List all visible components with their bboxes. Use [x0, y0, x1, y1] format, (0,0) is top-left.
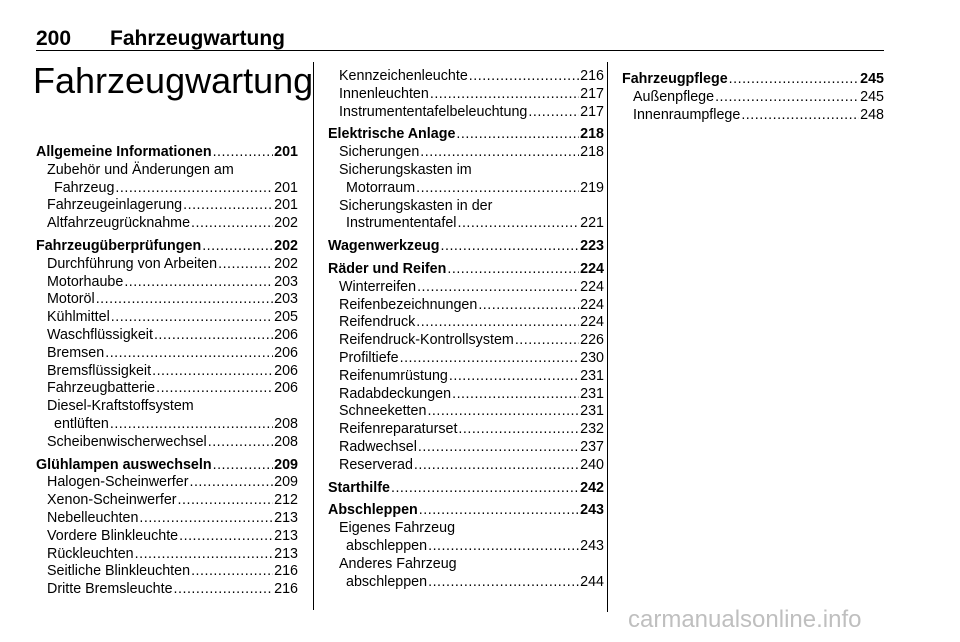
- toc-page-number: 231: [580, 367, 604, 384]
- dot-leader: [111, 309, 273, 327]
- toc-entry-title: Instrumententafelbeleuchtung: [339, 103, 528, 120]
- toc-section: [622, 71, 884, 124]
- toc-entry-title: Seitliche Blinkleuchten: [47, 563, 191, 580]
- toc-page-number: 232: [580, 421, 604, 438]
- toc-section-heading[interactable]: [36, 144, 298, 162]
- toc-entry-title: Reifenumrüstung: [339, 367, 448, 384]
- toc-page-number: 244: [580, 573, 604, 590]
- toc-entry[interactable]: [328, 86, 604, 104]
- toc-page-number: 217: [580, 103, 604, 120]
- toc-page-number: 213: [274, 509, 298, 526]
- toc-entry-title: Vordere Blinkleuchte: [47, 527, 179, 544]
- toc-entry-title: Durchführung von Arbeiten: [47, 255, 218, 272]
- toc-entry[interactable]: [622, 107, 884, 125]
- toc-entry-title: Fahrzeug: [54, 179, 115, 196]
- toc-page-number: 245: [860, 88, 884, 105]
- dot-leader: [428, 538, 579, 556]
- dot-leader: [110, 416, 273, 434]
- toc-section-heading[interactable]: [36, 238, 298, 256]
- toc-entry[interactable]: [328, 457, 604, 475]
- toc-entry-title: Profiltiefe: [339, 349, 399, 366]
- chapter-title: Fahrzeugwartung: [33, 60, 314, 101]
- dot-leader: [391, 480, 579, 498]
- toc-entry[interactable]: [328, 314, 604, 332]
- toc-page-number: 245: [860, 71, 884, 87]
- toc-entry[interactable]: [36, 363, 298, 381]
- dot-leader: [416, 314, 579, 332]
- toc-page-number: 224: [580, 278, 604, 295]
- toc-page-number: 240: [580, 456, 604, 473]
- toc-entry[interactable]: [36, 327, 298, 345]
- toc-page-number: 226: [580, 332, 604, 349]
- toc-section: [328, 480, 604, 498]
- toc-entry-title: Winterreifen: [339, 278, 417, 295]
- toc-entry-title: Rückleuchten: [47, 545, 134, 562]
- toc-entry[interactable]: [36, 492, 298, 510]
- dot-leader: [414, 457, 579, 475]
- toc-page-number: 248: [860, 106, 884, 123]
- toc-entry-title: Schneeketten: [339, 403, 427, 420]
- toc-entry-title: Altfahrzeugrücknahme: [47, 215, 191, 232]
- dot-leader: [449, 368, 579, 386]
- toc-entry-title: Radwechsel: [339, 438, 417, 455]
- toc-entry-title: entlüften: [54, 415, 109, 432]
- dot-leader: [458, 421, 579, 439]
- dot-leader: [183, 197, 273, 215]
- toc-page-number: 203: [274, 273, 298, 290]
- toc-entry[interactable]: [328, 386, 604, 404]
- toc-entry-title: Scheibenwischerwechsel: [47, 433, 207, 450]
- toc-entry[interactable]: [622, 89, 884, 107]
- dot-leader: [152, 363, 273, 381]
- toc-page-number: 231: [580, 385, 604, 402]
- toc-section-heading[interactable]: [36, 457, 298, 475]
- toc-page-number: 237: [580, 438, 604, 455]
- dot-leader: [715, 89, 859, 107]
- header-rule: [36, 50, 884, 51]
- toc-page-number: 202: [274, 215, 298, 232]
- toc-entry[interactable]: [36, 274, 298, 292]
- toc-page-number: 221: [580, 215, 604, 232]
- dot-leader: [154, 327, 273, 345]
- toc-entry-title: Reserverad: [339, 456, 413, 473]
- toc-entry-title: Radabdeckungen: [339, 385, 452, 402]
- toc-entry-title-line: Eigenes Fahrzeug: [339, 520, 456, 537]
- toc-entry-title-line: Diesel-Kraftstoffsystem: [47, 398, 194, 415]
- dot-leader: [202, 238, 273, 256]
- toc-entry[interactable]: [36, 380, 298, 398]
- toc-page-number: 230: [580, 349, 604, 366]
- toc-entry-title: Reifendruck: [339, 314, 416, 331]
- dot-leader: [419, 502, 579, 520]
- toc-entry-title: Glühlampen auswechseln: [36, 456, 212, 473]
- toc-page-number: 202: [274, 255, 298, 272]
- toc-entry-title: Bremsflüssigkeit: [47, 362, 152, 379]
- dot-leader: [139, 510, 273, 528]
- dot-leader: [189, 474, 273, 492]
- toc-entry-title: Allgemeine Informationen: [36, 144, 212, 160]
- dot-leader: [400, 350, 580, 368]
- dot-leader: [447, 261, 579, 279]
- dot-leader: [178, 492, 274, 510]
- toc-section-heading[interactable]: [622, 71, 884, 89]
- page-number: 200: [36, 27, 72, 50]
- toc-column-1: [36, 144, 298, 599]
- dot-leader: [418, 439, 579, 457]
- toc-page-number: 206: [274, 362, 298, 379]
- toc-entry-title: Starthilfe: [328, 479, 390, 496]
- dot-leader: [416, 180, 579, 198]
- dot-leader: [729, 71, 859, 89]
- toc-entry[interactable]: [328, 368, 604, 386]
- dot-leader: [430, 86, 579, 104]
- toc-page-number: 217: [580, 85, 604, 102]
- toc-page-number: 243: [580, 502, 604, 519]
- toc-entry[interactable]: [328, 574, 604, 592]
- toc-section: [328, 68, 604, 121]
- dot-leader: [456, 126, 579, 144]
- column-divider: [313, 62, 314, 610]
- toc-entry-title: Abschleppen: [328, 502, 418, 519]
- toc-entry-title: Dritte Bremsleuchte: [47, 581, 173, 598]
- toc-entry[interactable]: [328, 180, 604, 198]
- toc-page-number: 224: [580, 260, 604, 277]
- toc-section: [328, 502, 604, 591]
- toc-entry[interactable]: [36, 309, 298, 327]
- toc-page-number: 201: [274, 179, 298, 196]
- toc-entry-title: Räder und Reifen: [328, 260, 447, 277]
- toc-page-number: 209: [274, 456, 298, 473]
- dot-leader: [218, 256, 273, 274]
- toc-section: [36, 144, 298, 233]
- toc-entry-title: Reifendruck-Kontrollsystem: [339, 332, 514, 349]
- toc-entry-title: Wagenwerkzeug: [328, 238, 440, 255]
- dot-leader: [441, 238, 580, 256]
- toc-page-number: 216: [274, 581, 298, 598]
- toc-entry-title: abschleppen: [346, 573, 428, 590]
- toc-entry-title: Außenpflege: [633, 88, 715, 105]
- toc-entry-title: Fahrzeugüberprüfungen: [36, 237, 202, 254]
- toc-entry-title: Innenleuchten: [339, 85, 429, 102]
- toc-entry[interactable]: [36, 197, 298, 215]
- toc-entry-title: Sicherungen: [339, 144, 420, 161]
- toc-entry[interactable]: [328, 538, 604, 556]
- toc-entry-title: Bremsen: [47, 344, 105, 361]
- toc-entry[interactable]: [36, 528, 298, 546]
- toc-page-number: 231: [580, 403, 604, 420]
- toc-entry[interactable]: [328, 403, 604, 421]
- running-header: [36, 27, 285, 51]
- toc-entry-title: Fahrzeugbatterie: [47, 380, 156, 397]
- toc-entry-title: Elektrische Anlage: [328, 126, 456, 143]
- dot-leader: [420, 144, 579, 162]
- toc-entry[interactable]: [36, 416, 298, 434]
- dot-leader: [213, 144, 274, 162]
- toc-entry-title: Innenraumpflege: [633, 106, 741, 123]
- toc-entry[interactable]: [36, 510, 298, 528]
- toc-page-number: 212: [274, 492, 298, 509]
- toc-entry-title-line: Anderes Fahrzeug: [339, 555, 457, 572]
- toc-section-heading[interactable]: [328, 261, 604, 279]
- dot-leader: [96, 291, 273, 309]
- toc-entry-title: Reifenbezeichnungen: [339, 296, 478, 313]
- toc-entry[interactable]: [36, 180, 298, 198]
- toc-entry[interactable]: [328, 350, 604, 368]
- toc-entry-title: Fahrzeugpflege: [622, 71, 728, 87]
- dot-leader: [528, 104, 579, 122]
- toc-entry[interactable]: [36, 474, 298, 492]
- toc-entry[interactable]: [328, 215, 604, 233]
- toc-entry[interactable]: [36, 581, 298, 599]
- toc-page-number: 201: [274, 197, 298, 214]
- dot-leader: [427, 403, 579, 421]
- toc-entry[interactable]: [36, 563, 298, 581]
- dot-leader: [478, 297, 579, 315]
- toc-entry-title: Kühlmittel: [47, 309, 110, 326]
- toc-entry[interactable]: [328, 68, 604, 86]
- toc-section-heading[interactable]: [328, 238, 604, 256]
- toc-page-number: 224: [580, 296, 604, 313]
- column-divider: [607, 62, 608, 612]
- toc-entry-title: Kennzeichenleuchte: [339, 68, 468, 84]
- dot-leader: [213, 457, 274, 475]
- toc-page-number: 206: [274, 326, 298, 343]
- toc-page-number: 218: [580, 144, 604, 161]
- toc-page-number: 208: [274, 433, 298, 450]
- toc-page-number: 203: [274, 291, 298, 308]
- toc-section-heading[interactable]: [328, 480, 604, 498]
- dot-leader: [452, 386, 579, 404]
- toc-entry[interactable]: [36, 546, 298, 564]
- toc-entry-title-line: Sicherungskasten im: [339, 161, 472, 178]
- toc-entry-title-line: Sicherungskasten in der: [339, 197, 493, 214]
- dot-leader: [469, 68, 579, 86]
- toc-entry[interactable]: [328, 279, 604, 297]
- toc-entry-title-line: Zubehör und Änderungen am: [47, 161, 234, 178]
- dot-leader: [417, 279, 579, 297]
- toc-section-heading[interactable]: [328, 126, 604, 144]
- dot-leader: [115, 180, 273, 198]
- toc-entry-title: Motorraum: [346, 179, 416, 196]
- toc-page-number: 208: [274, 415, 298, 432]
- dot-leader: [124, 274, 273, 292]
- toc-entry[interactable]: [328, 297, 604, 315]
- toc-entry[interactable]: [328, 332, 604, 350]
- dot-leader: [191, 215, 273, 233]
- toc-entry-title: Waschflüssigkeit: [47, 326, 153, 343]
- watermark: carmanualsonline.info: [628, 606, 862, 633]
- toc-entry-title: Motorhaube: [47, 273, 124, 290]
- toc-column-2: [328, 68, 604, 591]
- toc-page-number: 224: [580, 314, 604, 331]
- toc-entry[interactable]: [328, 421, 604, 439]
- toc-page-number: 219: [580, 179, 604, 196]
- toc-section: [36, 457, 298, 599]
- toc-page-number: 213: [274, 527, 298, 544]
- toc-page-number: 201: [274, 144, 298, 160]
- toc-column-3: [622, 71, 884, 124]
- toc-entry[interactable]: [36, 256, 298, 274]
- toc-page-number: 223: [580, 238, 604, 255]
- toc-page-number: 202: [274, 237, 298, 254]
- toc-section: [328, 126, 604, 233]
- toc-entry[interactable]: [328, 104, 604, 122]
- dot-leader: [515, 332, 579, 350]
- toc-section: [328, 261, 604, 475]
- dot-leader: [741, 107, 859, 125]
- toc-entry[interactable]: [36, 434, 298, 452]
- dot-leader: [457, 215, 579, 233]
- toc-page-number: 218: [580, 126, 604, 143]
- toc-entry[interactable]: [36, 345, 298, 363]
- toc-section: [36, 238, 298, 452]
- toc-entry[interactable]: [328, 144, 604, 162]
- toc-page-number: 206: [274, 344, 298, 361]
- toc-section: [328, 238, 604, 256]
- toc-entry[interactable]: [36, 291, 298, 309]
- toc-page-number: 209: [274, 474, 298, 491]
- toc-entry-title: Fahrzeugeinlagerung: [47, 197, 183, 214]
- toc-entry-title: Halogen-Scheinwerfer: [47, 474, 189, 491]
- toc-entry-title: Nebelleuchten: [47, 509, 139, 526]
- header-section-title: Fahrzeugwartung: [110, 27, 286, 50]
- dot-leader: [191, 563, 273, 581]
- dot-leader: [208, 434, 273, 452]
- toc-page-number: 216: [274, 563, 298, 580]
- toc-entry[interactable]: [328, 439, 604, 457]
- toc-page-number: 206: [274, 380, 298, 397]
- toc-section-heading[interactable]: [328, 502, 604, 520]
- dot-leader: [179, 528, 273, 546]
- toc-entry-title: Reifenreparaturset: [339, 421, 458, 438]
- dot-leader: [428, 574, 579, 592]
- toc-entry-title: Motoröl: [47, 291, 95, 308]
- toc-page-number: 216: [580, 68, 604, 84]
- toc-page-number: 205: [274, 309, 298, 326]
- dot-leader: [135, 546, 274, 564]
- toc-page-number: 213: [274, 545, 298, 562]
- toc-page-number: 242: [580, 479, 604, 496]
- toc-entry-title: abschleppen: [346, 537, 428, 554]
- dot-leader: [156, 380, 273, 398]
- toc-page-number: 243: [580, 537, 604, 554]
- toc-entry-title: Xenon-Scheinwerfer: [47, 492, 177, 509]
- dot-leader: [105, 345, 273, 363]
- dot-leader: [174, 581, 274, 599]
- toc-entry[interactable]: [36, 215, 298, 233]
- toc-entry-title: Instrumententafel: [346, 215, 457, 232]
